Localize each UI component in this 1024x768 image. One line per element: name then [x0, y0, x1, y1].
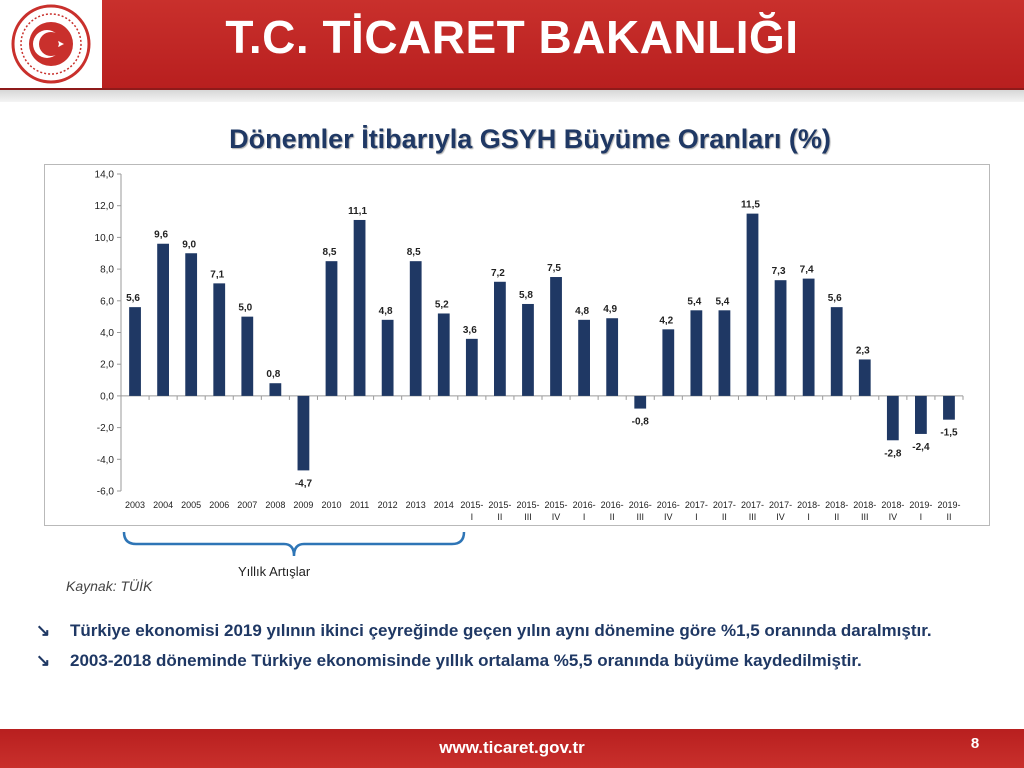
data-label: 7,3	[771, 266, 786, 278]
y-tick-label: 2,0	[100, 359, 114, 371]
bar	[326, 261, 338, 396]
bar	[354, 220, 366, 396]
y-tick-label: 12,0	[94, 201, 114, 213]
y-tick-label: 14,0	[94, 169, 114, 181]
y-tick-label: -6,0	[96, 486, 114, 498]
chart-container	[44, 164, 990, 526]
bar	[719, 310, 731, 396]
x-tick-label: 2017-	[740, 500, 765, 510]
y-tick-label: 8,0	[100, 264, 114, 276]
brace-label: Yıllık Artışlar	[238, 564, 311, 579]
x-tick-label: 2007	[237, 500, 258, 510]
x-tick-label: 2016-	[656, 500, 680, 510]
bar	[690, 310, 702, 396]
data-label: 4,9	[603, 304, 618, 316]
source-note: Kaynak: TÜİK	[66, 578, 153, 594]
x-tick-label: 2017-	[769, 500, 793, 510]
bar	[915, 396, 927, 434]
data-label: 9,6	[154, 229, 169, 241]
data-label: 5,6	[126, 293, 140, 305]
bar	[550, 277, 562, 396]
data-label: 2,3	[855, 345, 870, 357]
bullet-item	[36, 618, 980, 644]
data-label: 3,6	[462, 324, 477, 336]
x-tick-label: 2006	[209, 500, 230, 510]
annual-brace	[120, 530, 470, 564]
bullet-list	[36, 618, 980, 678]
data-label: -4,7	[294, 478, 313, 490]
x-tick-sublabel: I	[919, 512, 923, 522]
gdp-growth-bar-chart	[45, 165, 989, 525]
x-tick-sublabel: I	[470, 512, 474, 522]
arrow-bullet-icon: ↘	[36, 651, 51, 670]
bullet-item	[36, 648, 980, 674]
bar	[213, 283, 225, 396]
page-number: 8	[970, 735, 980, 752]
x-tick-sublabel: II	[834, 512, 840, 522]
data-label: -1,5	[940, 427, 958, 439]
data-label: 7,4	[799, 264, 814, 276]
bullet-text: 2003-2018 döneminde Türkiye ekonomisinde yıllık ortalama %5,5 oranında büyüme kaydedilmiştir.	[70, 651, 862, 670]
data-label: 4,2	[659, 315, 674, 327]
x-tick-label: 2014	[433, 500, 454, 510]
data-label: 7,5	[547, 263, 561, 275]
x-tick-sublabel: III	[861, 512, 869, 522]
x-tick-sublabel: II	[946, 512, 952, 522]
bar	[775, 280, 787, 396]
y-tick-label: 10,0	[94, 232, 114, 244]
bar	[466, 339, 478, 396]
y-tick-label: -4,0	[96, 454, 114, 466]
y-tick-label: 6,0	[100, 296, 114, 308]
data-label: 5,4	[687, 296, 702, 308]
x-tick-sublabel: I	[582, 512, 586, 522]
x-tick-label: 2005	[181, 500, 202, 510]
x-tick-sublabel: II	[721, 512, 727, 522]
x-tick-label: 2008	[265, 500, 286, 510]
bar	[831, 307, 843, 396]
header-stripe	[0, 88, 1024, 102]
x-tick-sublabel: I	[695, 512, 698, 522]
data-label: 8,5	[406, 247, 421, 259]
x-tick-sublabel: II	[497, 512, 503, 522]
bar	[241, 317, 253, 396]
data-label: 0,8	[266, 369, 281, 381]
bar	[185, 253, 197, 396]
bar	[803, 279, 815, 396]
x-tick-label: 2016-	[572, 500, 596, 510]
data-label: -2,4	[912, 441, 930, 453]
bar	[578, 320, 590, 396]
bar	[747, 214, 759, 396]
x-tick-label: 2015-	[544, 500, 568, 510]
bar	[129, 307, 141, 396]
bar	[410, 261, 422, 396]
x-tick-label: 2017-	[684, 500, 708, 510]
y-tick-label: 4,0	[100, 328, 114, 339]
x-tick-label: 2019-	[909, 500, 933, 510]
x-tick-sublabel: III	[524, 512, 532, 522]
bar	[298, 396, 310, 470]
chart-title: Dönemler İtibarıyla GSYH Büyüme Oranları (%)	[229, 124, 831, 154]
x-tick-sublabel: IV	[664, 512, 673, 522]
y-tick-label: 0,0	[100, 391, 114, 403]
x-tick-label: 2003	[125, 500, 146, 510]
x-tick-label: 2004	[153, 500, 174, 510]
x-tick-label: 2012	[377, 500, 398, 510]
x-tick-label: 2015-	[460, 500, 484, 510]
ministry-logo	[0, 0, 102, 88]
bar	[859, 359, 871, 395]
x-tick-sublabel: IV	[776, 512, 785, 522]
x-tick-label: 2017-	[712, 500, 736, 510]
x-tick-sublabel: IV	[888, 512, 898, 522]
bar	[382, 320, 394, 396]
bar	[662, 329, 674, 396]
y-tick-label: -2,0	[96, 423, 114, 435]
x-tick-label: 2016-	[628, 500, 652, 510]
bar	[943, 396, 955, 420]
bullet-text: Türkiye ekonomisi 2019 yılının ikinci çeyreğinde geçen yılın aynı dönemine göre %1,5 oranında daralmıştır.	[70, 621, 932, 640]
bar	[606, 318, 618, 396]
bar	[438, 313, 450, 395]
page-title: T.C. TİCARET BAKANLIĞI	[225, 11, 799, 63]
x-tick-label: 2010	[321, 500, 342, 510]
data-label: 5,0	[238, 302, 253, 314]
x-tick-label: 2009	[293, 500, 314, 510]
bar	[157, 244, 169, 396]
x-tick-label: 2016-	[600, 500, 624, 510]
bar	[634, 396, 646, 409]
footer-bar	[0, 729, 1024, 768]
arrow-bullet-icon: ↘	[36, 621, 51, 640]
x-tick-sublabel: III	[748, 512, 757, 522]
data-label: -2,8	[884, 448, 902, 460]
x-tick-label: 2013	[405, 500, 426, 510]
bar	[522, 304, 534, 396]
x-tick-label: 2018-	[881, 500, 905, 510]
data-label: 5,2	[434, 299, 449, 311]
x-tick-label: 2018-	[825, 500, 849, 510]
data-label: 11,1	[348, 205, 368, 217]
x-tick-label: 2019-	[937, 500, 961, 510]
data-label: 7,1	[210, 269, 225, 281]
data-label: 5,4	[715, 296, 730, 308]
x-tick-sublabel: I	[807, 512, 810, 522]
data-label: 5,6	[827, 293, 842, 305]
bar	[269, 383, 281, 396]
data-label: 4,8	[378, 305, 393, 317]
data-label: 4,8	[575, 305, 590, 317]
data-label: 5,8	[519, 289, 533, 301]
bar	[494, 282, 506, 396]
data-label: 9,0	[182, 239, 197, 251]
x-tick-label: 2011	[349, 500, 370, 510]
footer-url[interactable]: www.ticaret.gov.tr	[439, 738, 585, 757]
x-tick-sublabel: III	[636, 512, 644, 522]
x-tick-label: 2015-	[488, 500, 512, 510]
bar	[887, 396, 899, 440]
data-label: 11,5	[741, 199, 760, 211]
x-tick-label: 2015-	[516, 500, 540, 510]
data-label: 7,2	[490, 267, 505, 279]
x-tick-sublabel: II	[609, 512, 615, 522]
x-tick-label: 2018-	[853, 500, 877, 510]
x-tick-label: 2018-	[797, 500, 821, 510]
data-label: 8,5	[322, 247, 337, 259]
x-tick-sublabel: IV	[551, 512, 561, 522]
data-label: -0,8	[631, 416, 649, 428]
